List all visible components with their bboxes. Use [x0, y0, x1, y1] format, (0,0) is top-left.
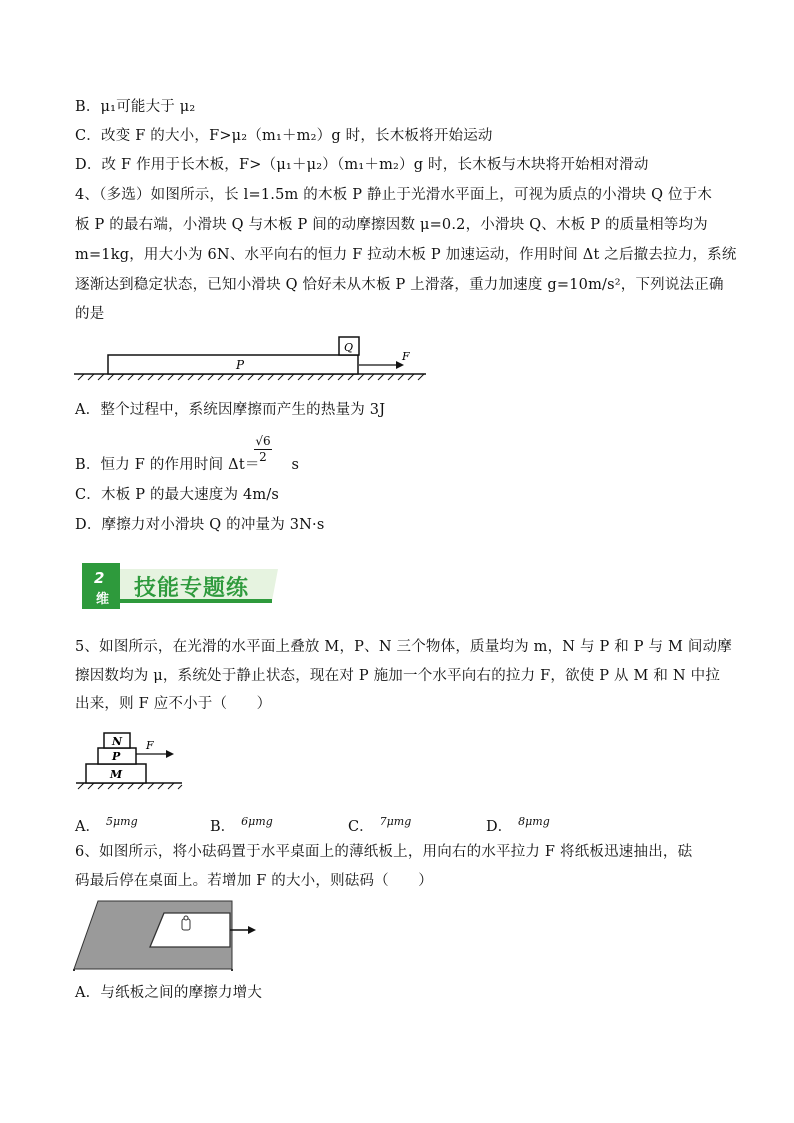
section-title: 技能专题练: [134, 576, 250, 601]
block-p-label: P: [112, 750, 121, 763]
q4-option-b-prefix: B．恒力 F 的作用时间 Δt＝: [75, 457, 260, 473]
q4-option-a: A．整个过程中，系统因摩擦而产生的热量为 3J: [75, 402, 386, 418]
q3-option-b: B．μ₁可能大于 μ₂: [75, 99, 196, 115]
q5-option-c-label: C．: [348, 819, 374, 835]
q5-stacked-blocks-figure: [74, 729, 186, 793]
q6-option-a: A．与纸板之间的摩擦力增大: [75, 985, 263, 1001]
q4-option-b-unit: s: [291, 457, 300, 473]
q4-stem-line-5: 的是: [75, 306, 105, 322]
board-p-label: P: [236, 358, 245, 372]
cardboard: [150, 913, 230, 947]
q4-option-b-fraction: [254, 434, 272, 464]
q5-option-b: [210, 815, 273, 836]
q4-option-c: C．木板 P 的最大速度为 4m/s: [75, 487, 280, 503]
q5-option-b-label: B．: [210, 819, 236, 835]
q6-stem-line-1: 6、如图所示，将小砝码置于水平桌面上的薄纸板上，用向右的水平拉力 F 将纸板迅速抽出，砝: [75, 844, 693, 860]
q5-stem-line-3: 出来，则 F 应不小于（ ）: [75, 696, 272, 712]
block-n-label: N: [112, 735, 123, 748]
q4-option-d: D．摩擦力对小滑块 Q 的冲量为 3N·s: [75, 517, 325, 533]
q4-stem-line-3: m=1kg，用大小为 6N、水平向右的恒力 F 拉动木板 P 加速运动，作用时间 Δt 之后撤去拉力，系统: [75, 247, 737, 263]
q3-option-d: D．改 F 作用于长木板，F>（μ₁＋μ₂）（m₁＋m₂）g 时，长木板与木块将开始相对滑动: [75, 157, 649, 173]
q6-stem-line-2: 码最后停在桌面上。若增加 F 的大小，则砝码（ ）: [75, 873, 433, 889]
block-m-label: M: [110, 768, 123, 781]
board-p: [108, 355, 358, 374]
q4-stem-line-1: 4、（多选）如图所示，长 l=1.5m 的木板 P 静止于光滑水平面上，可视为质点的小滑块 Q 位于木: [75, 187, 713, 203]
force-f-label: F: [402, 350, 410, 363]
q5-option-d: [486, 815, 550, 836]
q6-force-arrowhead: [248, 926, 256, 934]
q5-force-arrowhead: [166, 750, 174, 758]
q3-option-c: C．改变 F 的大小，F>μ₂（m₁＋m₂）g 时，长木板将开始运动: [75, 128, 493, 144]
q5-option-a: [75, 815, 138, 836]
q5-stem-line-2: 擦因数均为 μ，系统处于静止状态，现在对 P 施加一个水平向右的拉力 F，欲使 P 从 M 和 N 中拉: [75, 668, 721, 684]
q4-stem-line-2: 板 P 的最右端，小滑块 Q 与木板 P 间的动摩擦因数 μ=0.2，小滑块 Q、木板 P 的质量相等均为: [75, 217, 708, 233]
weight: [182, 919, 190, 930]
q5-option-d-label: D．: [486, 819, 513, 835]
q4-board-block-figure: [74, 334, 430, 390]
q5-stem-line-1: 5、如图所示，在光滑的水平面上叠放 M，P、N 三个物体，质量均为 m，N 与 P 和 P 与 M 间动摩: [75, 639, 733, 655]
q5-option-a-value: 5μmg: [105, 815, 138, 828]
q5-option-a-label: A．: [75, 819, 100, 835]
q5-option-c: [348, 815, 411, 836]
q5-force-label: F: [146, 739, 154, 752]
q4-option-b-denominator: 2: [259, 450, 267, 464]
q5-option-c-value: 7μmg: [379, 815, 412, 828]
q5-option-b-value: 6μmg: [241, 815, 273, 828]
q4-stem-line-4: 逐渐达到稳定状态，已知小滑块 Q 恰好未从木板 P 上滑落，重力加速度 g=10m/s²，下列说法正确: [75, 277, 724, 293]
block-q-label: Q: [344, 341, 354, 354]
q6-table-cardboard-figure: [72, 899, 262, 973]
q4-option-b-numerator: √6: [255, 434, 271, 448]
banner-suffix: 维: [96, 592, 110, 607]
banner-number: 2: [94, 569, 105, 587]
q5-option-d-value: 8μmg: [518, 815, 550, 828]
